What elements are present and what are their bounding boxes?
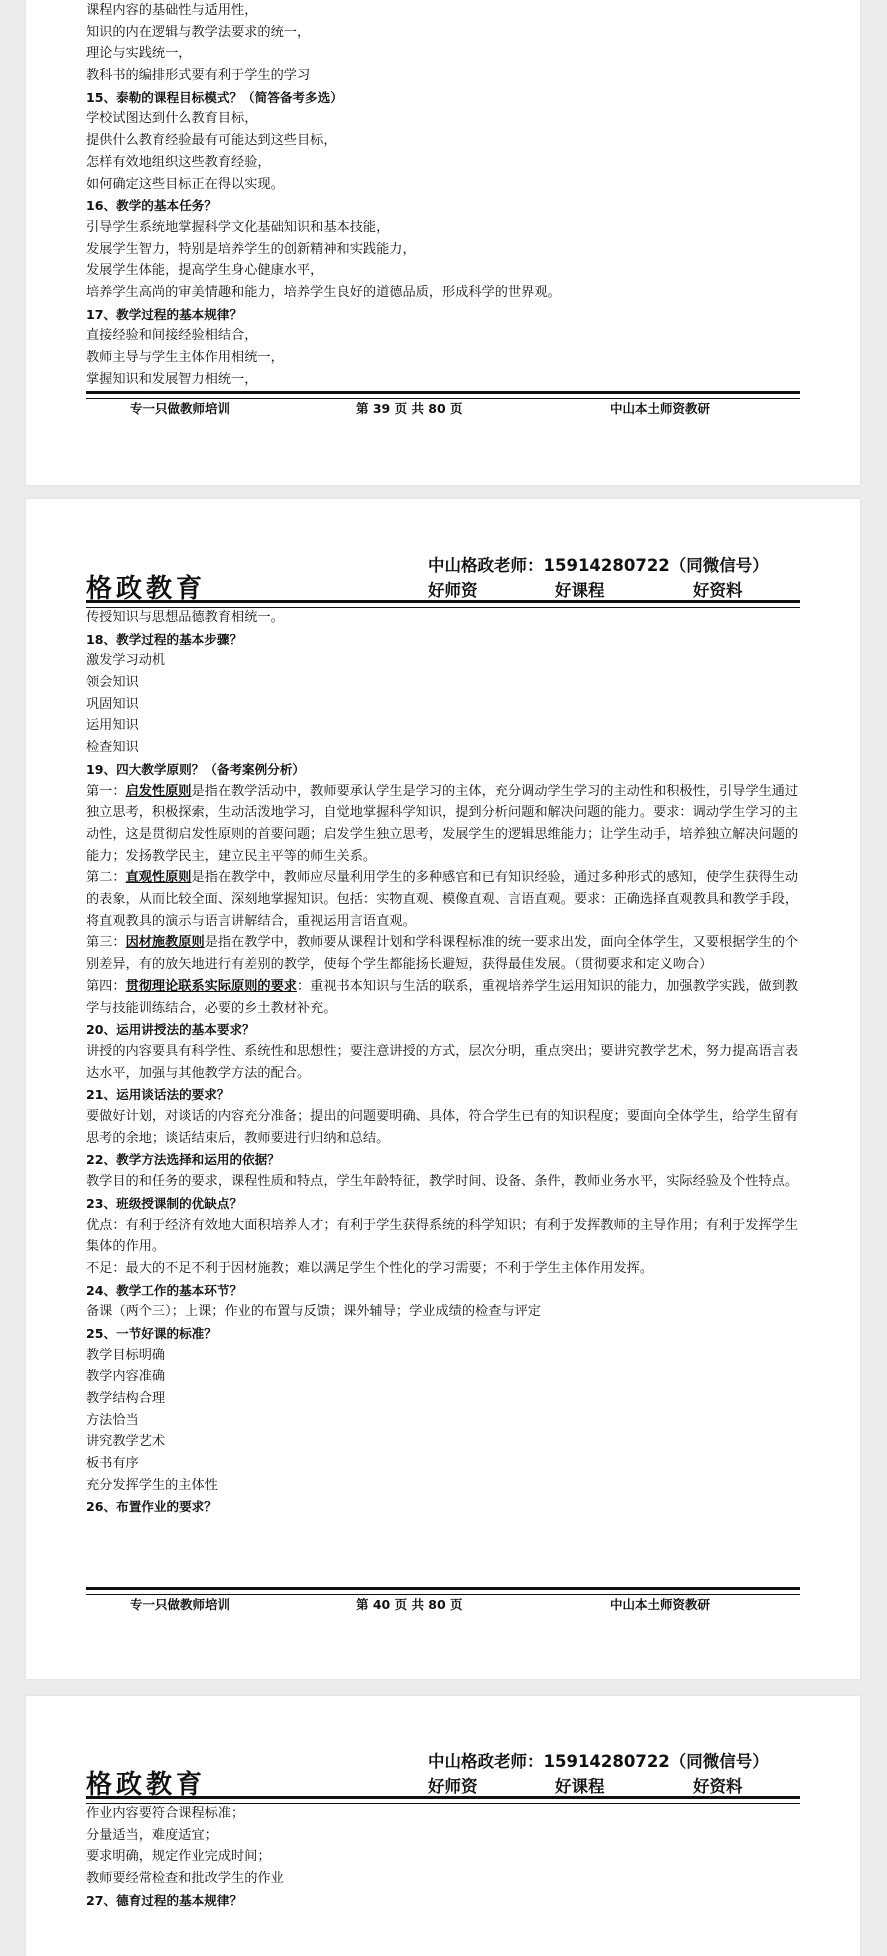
answer-paragraph: 不足：最大的不足不利于因材施教；难以满足学生个性化的学习需要；不利于学生主体作用发挥。: [86, 1260, 654, 1276]
text-line: 发展学生体能，提高学生身心健康水平，: [86, 263, 324, 279]
text-line: 直接经验和间接经验相结合，: [86, 328, 258, 344]
answer-paragraph: 优点：有利于经济有效地大面积培养人才；有利于学生获得系统的科学知识；有利于发挥教师的主导作用；有利于发挥学生集体的作用。: [86, 1217, 799, 1255]
list-item: 方法恰当: [86, 1412, 139, 1428]
footer-left: 专一只做教师培训: [130, 1597, 231, 1612]
header-brand-logo: 格政教育: [86, 1770, 207, 1800]
question-heading: 20、运用讲授法的基本要求？: [86, 1022, 255, 1038]
question-heading: 21、运用谈话法的要求？: [86, 1087, 230, 1103]
document-page-41: [26, 1696, 860, 1956]
list-item: 教学目标明确: [86, 1347, 166, 1363]
question-heading: 15、泰勒的课程目标模式？（简答备考多选）: [86, 89, 343, 105]
answer-paragraph: 讲授的内容要具有科学性、系统性和思想性；要注意讲授的方式，层次分明，重点突出；要讲究教学艺术，努力提高语言表达水平，加强与其他教学方法的配合。: [86, 1043, 799, 1081]
principle-paragraph: 第四：贯彻理论联系实际原则的要求：重视书本知识与生活的联系，重视培养学生运用知识的能力，加强教学实践，做到教学与技能训练结合，必要的乡土教材补充。: [86, 978, 799, 1016]
list-item: 检查知识: [86, 740, 139, 756]
header-contact: 中山格政老师：15914280722（同微信号）: [428, 1752, 769, 1771]
question-heading: 19、四大教学原则？（备考案例分析）: [86, 761, 306, 777]
footer-left: 专一只做教师培训: [130, 401, 231, 416]
question-heading: 22、教学方法选择和运用的依据？: [86, 1152, 280, 1168]
list-item: 领会知识: [86, 675, 139, 691]
list-item: 巩固知识: [86, 696, 139, 712]
text-line: 知识的内在逻辑与教学法要求的统一，: [86, 24, 311, 40]
question-heading: 23、班级授课制的优缺点？: [86, 1195, 243, 1211]
question-heading: 27、德育过程的基本规律？: [86, 1892, 243, 1908]
principle-name: 因材施教原则: [125, 935, 205, 951]
principle-name: 贯彻理论联系实际原则的要求: [125, 978, 297, 994]
header-tag: 好资料: [693, 1777, 743, 1796]
principle-name: 直观性原则: [125, 870, 192, 886]
text-line: 怎样有效地组织这些教育经验，: [86, 154, 271, 170]
page-40-body: [86, 607, 800, 1518]
list-item: 教学内容准确: [86, 1369, 166, 1385]
list-item: 充分发挥学生的主体性: [86, 1477, 218, 1493]
footer-divider: [86, 391, 800, 399]
text-line: 传授知识与思想品德教育相统一。: [86, 610, 284, 625]
footer-right: 中山本土师资教研: [610, 1597, 711, 1612]
text-line: 作业内容要符合课程标准；: [86, 1806, 245, 1821]
question-heading: 25、一节好课的标准？: [86, 1325, 217, 1341]
header-contact: 中山格政老师：15914280722（同微信号）: [428, 556, 769, 575]
principle-paragraph: 第三：因材施教原则是指在教学中，教师要从课程计划和学科课程标准的统一要求出发，面向全体学生，又要根据学生的个别差异，有的放矢地进行有差别的教学，使每个学生都能扬长避短，获得最佳发展。（贯彻要求和定义吻合）: [86, 935, 799, 973]
text-line: 教师主导与学生主体作用相统一，: [86, 350, 284, 365]
question-heading: 24、教学工作的基本环节？: [86, 1282, 243, 1298]
text-line: 要求明确，规定作业完成时间；: [86, 1849, 271, 1865]
header-tag: 好资料: [693, 581, 743, 600]
header-tag: 好课程: [555, 581, 605, 600]
text-line: 掌握知识和发展智力相统一，: [86, 371, 258, 387]
text-line: 分量适当，难度适宜；: [86, 1827, 218, 1843]
principle-name: 启发性原则: [125, 783, 192, 799]
list-item: 板书有序: [86, 1456, 139, 1472]
list-item: 激发学习动机: [86, 653, 166, 669]
header-brand-logo: 格政教育: [86, 574, 207, 604]
text-line: 学校试图达到什么教育目标，: [86, 111, 258, 127]
text-line: 理论与实践统一，: [86, 46, 192, 62]
header-tag: 好师资: [428, 581, 478, 600]
text-line: 提供什么教育经验最有可能达到这些目标，: [86, 133, 337, 149]
list-item: 运用知识: [86, 718, 139, 734]
text-line: 课程内容的基础性与适用性，: [86, 3, 258, 18]
footer-divider: [86, 1587, 800, 1595]
footer-page-number: 第 39 页 共 80 页: [356, 401, 463, 416]
question-heading: 18、教学过程的基本步骤？: [86, 631, 243, 647]
list-item: 讲究教学艺术: [86, 1434, 166, 1450]
text-line: 教科书的编排形式要有利于学生的学习: [86, 68, 311, 84]
text-line: 引导学生系统地掌握科学文化基础知识和基本技能，: [86, 219, 390, 235]
question-heading: 16、教学的基本任务？: [86, 198, 217, 214]
text-line: 如何确定这些目标正在得以实现。: [86, 176, 284, 192]
list-item: 教学结构合理: [86, 1391, 166, 1407]
principle-paragraph: 第二：直观性原则是指在教学中，教师应尽量利用学生的多种感官和已有知识经验，通过多种形式的感知，使学生获得生动的表象，从而比较全面、深刻地掌握知识。包括：实物直观、模像直观、言语直观。要求：正确选择直观教具和教学手段，将直观教具的演示与语言讲解结合，重视运用言语直观。: [86, 870, 799, 929]
text-line: 发展学生智力，特别是培养学生的创新精神和实践能力，: [86, 241, 416, 257]
footer-right: 中山本土师资教研: [610, 401, 711, 416]
text-line: 教师要经常检查和批改学生的作业: [86, 1871, 284, 1887]
document-page-40: [26, 499, 860, 1679]
page-41-body: [86, 1803, 800, 1911]
answer-paragraph: 要做好计划，对谈话的内容充分准备；提出的问题要明确、具体，符合学生已有的知识程度；要面向全体学生，给学生留有思考的余地；谈话结束后，教师要进行归纳和总结。: [86, 1109, 799, 1146]
footer-page-number: 第 40 页 共 80 页: [356, 1597, 463, 1612]
document-page-39: [26, 0, 860, 485]
text-line: 培养学生高尚的审美情趣和能力，培养学生良好的道德品质，形成科学的世界观。: [86, 284, 561, 300]
page-39-body: [86, 0, 800, 390]
answer-paragraph: 教学目的和任务的要求，课程性质和特点，学生年龄特征，教学时间、设备、条件，教师业务水平，实际经验及个性特点。: [86, 1174, 799, 1190]
question-heading: 17、教学过程的基本规律？: [86, 306, 243, 322]
principle-paragraph: 第一：启发性原则是指在教学活动中，教师要承认学生是学习的主体，充分调动学生学习的主动性和积极性，引导学生通过独立思考，积极探索，生动活泼地学习，自觉地掌握科学知识，提到分析问题和解决问题的能力。要求：调动学生学习的主动性，这是贯彻启发性原则的首要问题；启发学生独立思考，发展学生的逻辑思维能力；让学生动手，培养独立解决问题的能力；发扬教学民主，建立民主平等的师生关系。: [86, 783, 799, 864]
header-tag: 好课程: [555, 1777, 605, 1796]
header-tag: 好师资: [428, 1777, 478, 1796]
question-heading: 26、布置作业的要求？: [86, 1499, 217, 1515]
text-line: 备课（两个三）；上课；作业的布置与反馈；课外辅导；学业成绩的检查与评定: [86, 1304, 541, 1320]
